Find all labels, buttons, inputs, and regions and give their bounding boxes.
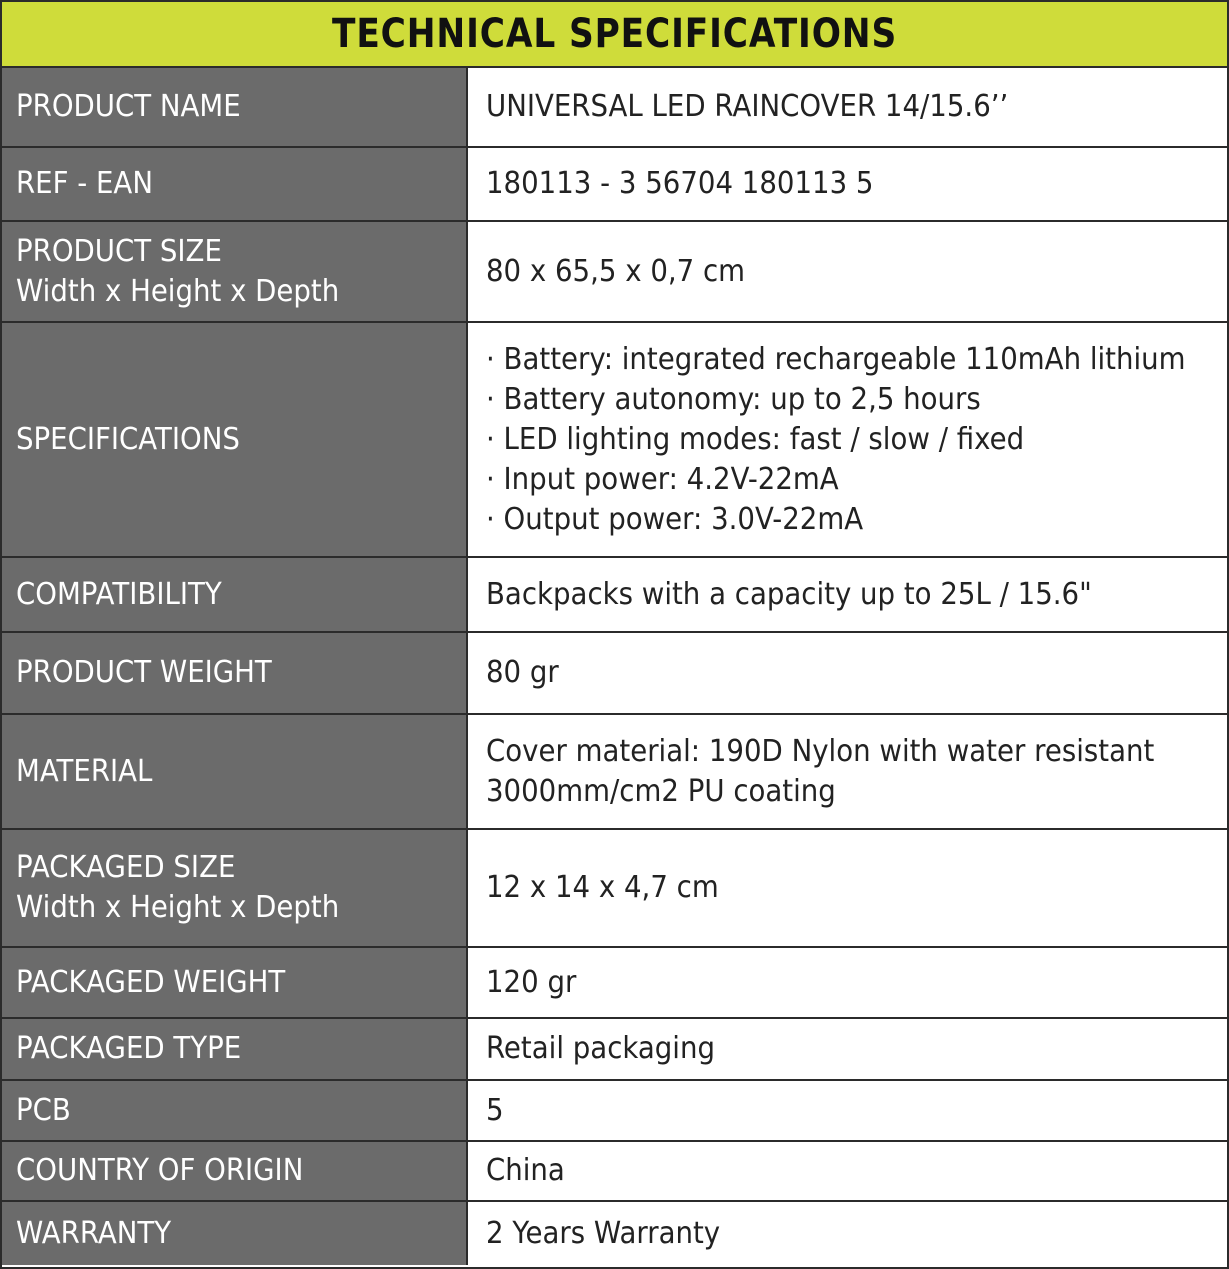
label-text: COUNTRY OF ORIGIN — [16, 1153, 304, 1188]
spec-bullet: · Battery autonomy: up to 2,5 hours — [486, 381, 981, 417]
label-cell — [2, 222, 468, 321]
label-cell — [2, 1081, 468, 1140]
value-text: 5 — [486, 1092, 504, 1128]
label-text: COMPATIBILITY — [16, 576, 222, 612]
value-cell — [468, 1019, 1227, 1079]
value-text: China — [486, 1153, 565, 1188]
label-cell — [2, 948, 468, 1017]
label-text: MATERIAL — [16, 753, 153, 789]
value-cell — [468, 1202, 1227, 1265]
label-text: PRODUCT NAME — [16, 89, 241, 124]
header-bar — [2, 2, 1227, 68]
label-text: PRODUCT WEIGHT — [16, 655, 272, 690]
label-subtext: Width x Height x Depth — [16, 890, 340, 925]
page-title: TECHNICAL SPECIFICATIONS — [331, 11, 898, 57]
value-cell — [468, 830, 1227, 946]
value-cell — [468, 1081, 1227, 1140]
value-text: 80 gr — [486, 655, 559, 690]
label-text: SPECIFICATIONS — [16, 421, 240, 457]
row-warranty — [2, 1202, 1227, 1265]
value-cell — [468, 68, 1227, 146]
label-text: REF - EAN — [16, 166, 153, 201]
row-material — [2, 715, 1227, 830]
value-cell — [468, 558, 1227, 631]
label-text: PACKAGED TYPE — [16, 1031, 242, 1066]
row-product-weight — [2, 633, 1227, 715]
value-text: Cover material: 190D Nylon with water resistant — [486, 733, 1155, 769]
value-cell — [468, 633, 1227, 713]
row-ref-ean — [2, 148, 1227, 222]
label-cell — [2, 633, 468, 713]
value-text: Backpacks with a capacity up to 25L / 15.6" — [486, 576, 1092, 612]
value-text: 180113 - 3 56704 180113 5 — [486, 166, 874, 201]
value-cell — [468, 948, 1227, 1017]
row-country-of-origin — [2, 1142, 1227, 1202]
value-cell — [468, 1142, 1227, 1200]
value-text: 80 x 65,5 x 0,7 cm — [486, 253, 746, 289]
label-cell — [2, 830, 468, 946]
spec-bullet: · Input power: 4.2V-22mA — [486, 461, 839, 497]
row-packaged-type — [2, 1019, 1227, 1081]
row-compatibility — [2, 558, 1227, 633]
label-cell — [2, 323, 468, 556]
value-text: UNIVERSAL LED RAINCOVER 14/15.6’’ — [486, 89, 1009, 124]
label-subtext: Width x Height x Depth — [16, 273, 340, 309]
row-product-name — [2, 68, 1227, 148]
value-text: 2 Years Warranty — [486, 1215, 721, 1251]
row-specifications — [2, 323, 1227, 558]
value-cell — [468, 323, 1227, 556]
label-cell — [2, 1202, 468, 1265]
row-product-size — [2, 222, 1227, 323]
spec-bullet: · Output power: 3.0V-22mA — [486, 501, 864, 537]
value-text: 120 gr — [486, 964, 577, 1000]
spec-bullet: · Battery: integrated rechargeable 110mAh lithium — [486, 341, 1186, 377]
value-text: 3000mm/cm2 PU coating — [486, 773, 836, 809]
value-cell — [468, 222, 1227, 321]
value-cell — [468, 148, 1227, 220]
row-packaged-size — [2, 830, 1227, 948]
value-text: Retail packaging — [486, 1031, 715, 1066]
spec-table — [2, 68, 1227, 1265]
label-cell — [2, 558, 468, 631]
label-text: PRODUCT SIZE — [16, 233, 222, 269]
row-packaged-weight — [2, 948, 1227, 1019]
label-text: PACKAGED SIZE — [16, 850, 236, 885]
label-cell — [2, 148, 468, 220]
value-text: 12 x 14 x 4,7 cm — [486, 870, 719, 905]
spec-bullet: · LED lighting modes: fast / slow / fixed — [486, 421, 1025, 457]
row-pcb — [2, 1081, 1227, 1142]
label-text: WARRANTY — [16, 1215, 172, 1251]
label-cell — [2, 68, 468, 146]
label-text: PACKAGED WEIGHT — [16, 964, 286, 1000]
label-cell — [2, 1019, 468, 1079]
label-cell — [2, 1142, 468, 1200]
value-cell — [468, 715, 1227, 828]
label-cell — [2, 715, 468, 828]
label-text: PCB — [16, 1092, 71, 1128]
